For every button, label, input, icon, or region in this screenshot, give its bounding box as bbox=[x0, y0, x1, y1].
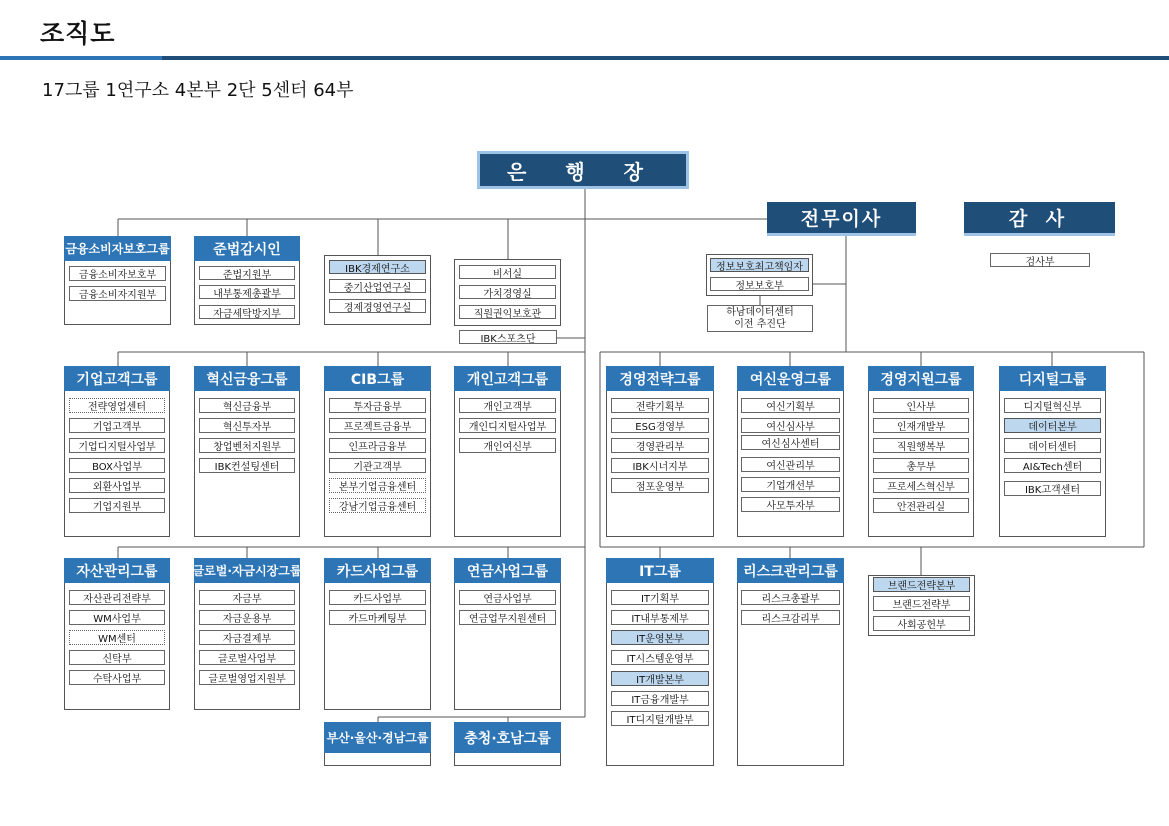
group-unit: 자금부 bbox=[199, 590, 295, 605]
group-unit: 글로벌사업부 bbox=[199, 650, 295, 665]
group-unit: 프로젝트금융부 bbox=[329, 418, 426, 433]
group-unit: 개인여신부 bbox=[459, 438, 556, 453]
group-unit: 강남기업금융센터 bbox=[329, 498, 426, 513]
group-unit: 본부기업금융센터 bbox=[329, 478, 426, 493]
group-unit: IT시스템운영부 bbox=[611, 650, 709, 665]
sports-team: IBK스포츠단 bbox=[459, 330, 557, 344]
consumer-protection-header: 금융소비자보호그룹 bbox=[64, 236, 171, 261]
group-unit: 기업고객부 bbox=[69, 418, 165, 433]
research-unit: 경제경영연구실 bbox=[329, 299, 426, 313]
group-header: 리스크관리그룹 bbox=[737, 558, 844, 583]
group-unit: 기업지원부 bbox=[69, 498, 165, 513]
group-unit: 혁신금융부 bbox=[199, 398, 295, 413]
group-header: 연금사업그룹 bbox=[454, 558, 561, 583]
group-header: 디지털그룹 bbox=[999, 366, 1106, 391]
group-unit: 자산관리전략부 bbox=[69, 590, 165, 605]
group-unit: 전략영업센터 bbox=[69, 398, 165, 413]
group-unit: 인사부 bbox=[873, 398, 969, 413]
group-unit: 카드사업부 bbox=[329, 590, 426, 605]
group-unit: 안전관리실 bbox=[873, 498, 969, 513]
group-unit: 데이터본부 bbox=[1004, 418, 1101, 433]
group-unit: WM사업부 bbox=[69, 610, 165, 625]
ciso-unit: 정보보호부 bbox=[710, 277, 809, 291]
group-unit: 리스크총괄부 bbox=[741, 590, 840, 605]
compliance-unit: 준법지원부 bbox=[199, 266, 295, 280]
group-unit: 사모투자부 bbox=[741, 497, 840, 512]
secretariat-unit: 비서실 bbox=[459, 265, 556, 279]
group-unit: 리스크감리부 bbox=[741, 610, 840, 625]
group-unit: 카드마케팅부 bbox=[329, 610, 426, 625]
group-unit: AI&Tech센터 bbox=[1004, 458, 1101, 473]
group-header: 혁신금융그룹 bbox=[194, 366, 300, 391]
group-unit: 개인디지털사업부 bbox=[459, 418, 556, 433]
group-unit: 수탁사업부 bbox=[69, 670, 165, 685]
group-header: 개인고객그룹 bbox=[454, 366, 561, 391]
group-unit: IT내부통제부 bbox=[611, 610, 709, 625]
group-header: 여신운영그룹 bbox=[737, 366, 844, 391]
secretariat-unit: 가치경영실 bbox=[459, 285, 556, 299]
group-unit: 기관고객부 bbox=[329, 458, 426, 473]
group-header: 글로벌·자금시장그룹 bbox=[194, 558, 300, 583]
group-unit: 여신관리부 bbox=[741, 457, 840, 472]
group-unit: IT운영본부 bbox=[611, 630, 709, 645]
group-unit: 연금업무지원센터 bbox=[459, 610, 556, 625]
group-unit: 기업개선부 bbox=[741, 477, 840, 492]
group-unit: 총무부 bbox=[873, 458, 969, 473]
group-unit: IT개발본부 bbox=[611, 671, 709, 686]
group-header: 기업고객그룹 bbox=[64, 366, 170, 391]
hanam-data-center-task-force bbox=[707, 305, 813, 332]
group-unit: 글로벌영업지원부 bbox=[199, 670, 295, 685]
research-header: IBK경제연구소 bbox=[329, 260, 426, 274]
group-header: 경영전략그룹 bbox=[606, 366, 714, 391]
group-unit: BOX사업부 bbox=[69, 458, 165, 473]
group-unit: 데이터센터 bbox=[1004, 438, 1101, 453]
group-unit: 인프라금융부 bbox=[329, 438, 426, 453]
consumer-protection-unit: 금융소비자지원부 bbox=[69, 286, 166, 301]
senior-executive-box: 전무이사 bbox=[767, 202, 916, 236]
group-unit: 전략기획부 bbox=[611, 398, 709, 413]
group-unit: 프로세스혁신부 bbox=[873, 478, 969, 493]
group-unit: IT기획부 bbox=[611, 590, 709, 605]
regional-group-header: 충청·호남그룹 bbox=[454, 722, 561, 753]
group-unit: ESG경영부 bbox=[611, 418, 709, 433]
group-header: 경영지원그룹 bbox=[868, 366, 974, 391]
org-summary: 17그룹 1연구소 4본부 2단 5센터 64부 bbox=[42, 80, 354, 101]
group-unit: 인재개발부 bbox=[873, 418, 969, 433]
group-unit: 자금운용부 bbox=[199, 610, 295, 625]
group-header: 카드사업그룹 bbox=[324, 558, 431, 583]
regional-group-header: 부산·울산·경남그룹 bbox=[324, 722, 431, 753]
group-unit: 사회공헌부 bbox=[873, 616, 970, 631]
compliance-header: 준법감시인 bbox=[194, 236, 300, 261]
ciso-header: 정보보호최고책임자 bbox=[710, 258, 809, 272]
group-unit: 여신기획부 bbox=[741, 398, 840, 413]
group-unit: 연금사업부 bbox=[459, 590, 556, 605]
group-unit: 개인고객부 bbox=[459, 398, 556, 413]
group-header: CIB그룹 bbox=[324, 366, 431, 391]
group-unit: 여신심사센터 bbox=[741, 435, 840, 450]
group-unit: IT금융개발부 bbox=[611, 691, 709, 706]
group-unit: 외환사업부 bbox=[69, 478, 165, 493]
secretariat-unit: 직원권익보호관 bbox=[459, 305, 556, 319]
group-unit: WM센터 bbox=[69, 630, 165, 645]
group-unit: 여신심사부 bbox=[741, 418, 840, 433]
ceo-box: 은 행 장 bbox=[477, 151, 689, 189]
brand-strategy-header: 브랜드전략본부 bbox=[873, 577, 970, 592]
group-unit: 직원행복부 bbox=[873, 438, 969, 453]
group-header: 자산관리그룹 bbox=[64, 558, 170, 583]
auditor-box: 감 사 bbox=[964, 202, 1115, 236]
hanam-line1: 하남데이터센터 bbox=[726, 306, 794, 318]
compliance-unit: 자금세탁방지부 bbox=[199, 305, 295, 319]
group-unit: IBK시너지부 bbox=[611, 458, 709, 473]
compliance-unit: 내부통제총괄부 bbox=[199, 285, 295, 299]
group-unit: 기업디지털사업부 bbox=[69, 438, 165, 453]
group-unit: IBK고객센터 bbox=[1004, 481, 1101, 496]
group-unit: 점포운영부 bbox=[611, 478, 709, 493]
group-unit: 브랜드전략부 bbox=[873, 596, 970, 611]
consumer-protection-unit: 금융소비자보호부 bbox=[69, 266, 166, 281]
group-unit: 경영관리부 bbox=[611, 438, 709, 453]
group-unit: 자금결제부 bbox=[199, 630, 295, 645]
audit-unit: 검사부 bbox=[990, 253, 1090, 267]
group-unit: IT디지털개발부 bbox=[611, 711, 709, 726]
group-unit: 창업벤처지원부 bbox=[199, 438, 295, 453]
group-header: IT그룹 bbox=[606, 558, 714, 583]
page-title: 조직도 bbox=[40, 19, 116, 48]
group-unit: 혁신투자부 bbox=[199, 418, 295, 433]
hanam-line2: 이전 추진단 bbox=[734, 318, 786, 330]
group-unit: 투자금융부 bbox=[329, 398, 426, 413]
group-unit: 신탁부 bbox=[69, 650, 165, 665]
group-unit: 디지털혁신부 bbox=[1004, 398, 1101, 413]
research-unit: 중기산업연구실 bbox=[329, 279, 426, 293]
group-unit: IBK컨설팅센터 bbox=[199, 458, 295, 473]
